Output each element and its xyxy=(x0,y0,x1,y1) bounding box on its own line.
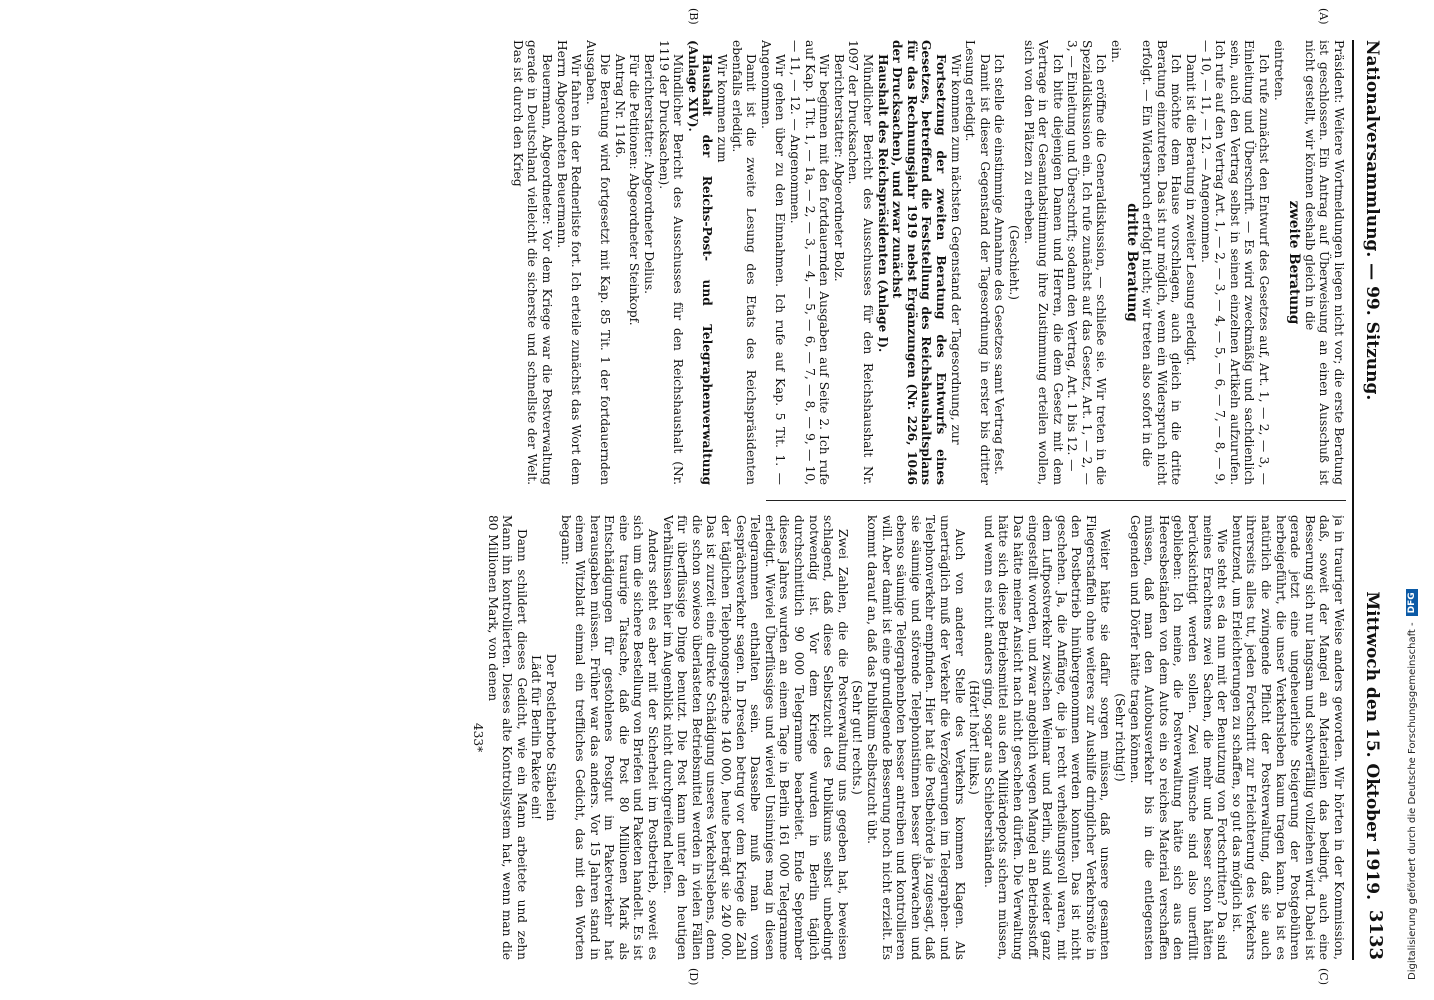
budget-heading: Haushalt der Reichs-Post- und Telegraphenverwaltung (Anlage XIV). xyxy=(685,40,715,485)
header-right: Mittwoch den 15. Oktober 1919. xyxy=(1362,591,1382,900)
credit-text-line xyxy=(1398,10,1428,990)
paragraph: Berichterstatter: Abgeordneter Bolz. xyxy=(831,54,846,282)
dfg-logo: DFG xyxy=(1406,589,1418,616)
paragraph: Wir kommen zum nächsten Gegenstand der Tagesordnung, zur xyxy=(948,54,963,445)
paragraph: Für die Petitionen: Abgeordneter Steinkopf. xyxy=(627,54,642,326)
paragraph: Ich möchte dem Hause vorschlagen, auch gleich in die dritte Beratung einzutreten. Das ist nur möglich, wenn ein Widerspruch nicht erfolgt. — Ein Widerspruch erfolgt nicht; wir treten also sofort in die xyxy=(1140,40,1184,485)
digitization-credit xyxy=(1398,10,1428,990)
margin-marker-d: (D) xyxy=(687,968,700,986)
column-divider xyxy=(766,500,1346,501)
paragraph: Wir fahren in der Rednerliste fort. Ich erteile zunächst das Wort dem Herrn Abgeordneten Beuermann. xyxy=(554,40,584,485)
paragraph: Mündlicher Bericht des Ausschusses für den Reichshaushalt (Nr. 1119 der Drucksachen). xyxy=(656,40,686,485)
paragraph: Ich stelle die einstimmige Annahme des Gesetzes samt Vertrag fest. xyxy=(992,54,1007,475)
speech-paragraph: Beuermann, Abgeordneter: Vor dem Kriege war die Postverwaltung gerade in Deutschland vielleicht die sicherste und schnellste der Welt. Das ist durch den Krieg xyxy=(510,40,554,485)
paragraph: ja in trauriger Weise anders geworden. Wir hörten in der Kommission, daß, soweit der Mangel an Materialien das bedingt, auch eine Besserung sich nur langsam und schwerfällig vollziehen wird. Dabei ist gerade jetzt eine ungeheuerliche Steigerung der Postgebühren herbeigeführt, die unser Verkehrsleben kaum tragen kann. Da ist es natürlich die zwingende Pflicht der Postverwaltung, daß sie auch ihrerseits alles tut, jeden Fortschritt zur Erleichterung des Verkehrs benutzend, um Erleichterungen zu schaffen, so gut das möglich ist. xyxy=(1229,515,1346,960)
budget-heading: Haushalt des Reichspräsidenten (Anlage I). xyxy=(875,54,890,353)
paragraph: Die Beratung wird fortgesetzt mit Kap. 85 Tit. 1 der fortdauernden Ausgaben. xyxy=(583,40,613,485)
paragraph: Ich bitte diejenigen Damen und Herren, die dem Gesetz mit dem Vertrage in der Gesamtabstimmung ihre Zustimmung erteilen wollen, sich von den Plätzen zu erheben. xyxy=(1021,40,1065,485)
verse-line: Lädt für Berlin Pakete ein! xyxy=(529,655,544,820)
paragraph: Wir gehen über zu den Einnahmen. Ich rufe auf Kap. 5 Tit. 1. — Angenommen. xyxy=(758,40,788,485)
right-column xyxy=(36,515,1346,960)
verse-line: Der Postlehrbote Stäbelein xyxy=(543,653,558,822)
paragraph: Ich eröffne die Generaldiskussion, — schließe sie. Wir treten in die Spezialdiskussion ein. Ich rufe zunächst auf das Gesetz, Art. 1, — 2, — 3, — Einleitung und Überschrift; sodann den Vertrag, Art. 1 bis 12. — xyxy=(1065,40,1109,485)
page-number: 3133 xyxy=(1365,909,1386,960)
margin-marker-c: (C) xyxy=(1317,968,1330,985)
paragraph: Weiter hätte sie dafür sorgen müssen, daß unsere gesamten Fliegerstaffeln ohne weiteres zur Aushilfe dringlicher Verkehrsnöte in den Postbetrieb hinübergenommen werden konnten. Das ist nicht geschehen. Ja, die Anfänge, die ja recht verheißungsvoll waren, mit dem Luftpostverkehr zwischen Weimar und Berlin, sind wieder ganz eingestellt worden, und zwar angeblich wegen Mangel an Betriebsstoff. Das hätte meiner Ansicht nach nicht geschehen dürfen. Die Verwaltung hätte sich diese Betriebsmittel aus den Militärdepots sichern müssen, und wenn es nicht anders ging, sogar aus Schiebershänden. xyxy=(981,515,1113,960)
section-heading: dritte Beratung xyxy=(1123,203,1140,322)
paragraph: Damit ist die Beratung in zweiter Lesung erledigt. xyxy=(1184,54,1199,366)
header-left: Nationalversammlung. — 99. Sitzung. xyxy=(1362,40,1382,401)
interjection: (Sehr richtig!) xyxy=(1113,693,1128,782)
running-header xyxy=(1356,40,1386,960)
paragraph: Präsident: Weitere Wortmeldungen liegen nicht vor; die erste Beratung ist geschlossen. Ein Antrag auf Überweisung an einen Ausschuß ist nicht gestellt, wir können deshalb gleich in die xyxy=(1302,40,1346,485)
paragraph: Zwei Zahlen, die die Postverwaltung uns gegeben hat, beweisen schlagend, daß diese Selbstzucht des Publikums selbst unbedingt notwendig ist. Vor dem Kriege wurden in Berlin täglich durchschnittlich 90 000 Telegramme bearbeitet. Ende September dieses Jahres wurden an einem Tage in Berlin 161 000 Telegramme erledigt. Wieviel Überflüssiges und wieviel Unsinniges mag in diesen Telegrammen enthalten sein. Dasselbe muß man vom Gesprächsverkehr sagen. In Dresden betrug vor dem Kriege die Zahl der täglichen Telephongespräche 140 000, heute beträgt sie 240 000. Das ist zurzeit eine direkte Schädigung unseres Verkehrslebens, denn die schon sowieso überlasteten Betriebsmittel werden in vielen Fällen für überflüssige Dinge benutzt. Die Post kann unter den heutigen Verhältnissen hier im Augenblick nicht durchgreifend helfen. xyxy=(660,515,850,960)
interjection: (Hört! hört! links.) xyxy=(967,680,982,795)
paragraph: Damit ist die zweite Lesung des Etats des Reichspräsidenten ebenfalls erledigt. xyxy=(729,40,759,485)
agenda-item-heading: Fortsetzung der zweiten Beratung des Entwurfs eines Gesetzes, betreffend die Feststellung des Reichshaushaltsplans für das Rechnungsjahr 1919 nebst Ergänzungen (Nr. 226, 1046 der Drucksachen), und zwar zunächst xyxy=(890,40,948,485)
interjection: (Geschieht.) xyxy=(1006,224,1021,301)
interjection: (Sehr gut! rechts.) xyxy=(850,680,865,795)
paragraph: Mündlicher Bericht des Ausschusses für den Reichshaushalt Nr. 1097 der Drucksachen. xyxy=(846,40,875,485)
paragraph: Auch von anderer Stelle des Verkehrs kommen Klagen. Als unerträglich muß der Verkehr die Verzögerungen im Telegraphen- und Telephonverkehr empfinden. Hier hat die Postbehörde ja zugesagt, daß sie säumige und störende Telephonistinnen besser überwachen und ebenso säumige Telegraphenboten besser antreiben und kontrollieren will. Aber damit ist eine grundlegende Besserung noch nicht erzielt. Es kommt darauf an, daß das Publikum Selbstzucht übt. xyxy=(865,515,967,960)
paragraph: Berichterstatter: Abgeordneter Delius. xyxy=(642,54,657,294)
left-column xyxy=(36,40,1346,485)
margin-marker-a: (A) xyxy=(1317,8,1330,25)
paragraph: Wir kommen zum xyxy=(715,54,730,163)
rotated-page xyxy=(10,0,1400,1000)
paragraph: Anders steht es aber mit der Sicherheit im Postbetrieb, soweit es sich um die sichere Bestellung von Briefen und Paketen handelt. Es ist eine traurige Tatsache, daß die Post 80 Millionen Mark als Entschädigungen für gestohlenes Postgut im Paketverkehr hat herausgaben müssen. Früher war das anders. Vor 15 Jahren stand in einem Witzblatt einmal ein treffliches Gedicht, das mit den Worten begann: xyxy=(558,515,661,960)
margin-marker-b: (B) xyxy=(687,8,700,25)
header-rule xyxy=(1352,40,1354,960)
paragraph: Dann schildert dieses Gedicht, wie ein Mann arbeitete und zehn Mann ihn kontrollierten. Dieses alte Kontrollsystem hat, wenn man die 80 Millionen Mark, von denen xyxy=(485,515,529,960)
credit-text: Digitalisierung gefördert durch die Deutsche Forschungsgemeinschaft - xyxy=(1407,622,1418,980)
paragraph: Ich rufe zunächst den Entwurf des Gesetzes auf, Art. 1, — 2, — 3, — Einleitung und Überschrift. — Es wird zweckmäßig und sachdienlich sein, auch den Vertrag selbst in seinen einzelnen Artikeln aufzurufen. Ich rufe auf den Vertrag Art. 1, — 2, — 3, — 4, — 5, — 6, — 7, — 8, — 9, — 10, — 11, — 12. — Angenommen. xyxy=(1198,40,1272,485)
paragraph: Wie steht es da nun mit der Benutzung von Fortschritten? Da sind meines Erachtens zwei Sachen, die mehr und besser schon hätten berücksichtigt werden sollen. Zwei Wünsche sind also unerfüllt geblieben: Ich meine, die Postverwaltung hätte sich aus den Heeresbeständen von dem Autos ein so reiches Material verschaffen müssen, daß man den Autobusverkehr bis in die entlegensten Gegenden und Dörfer hätte tragen können. xyxy=(1127,515,1230,960)
paragraph: eintreten. xyxy=(1271,40,1286,101)
paragraph: Damit ist dieser Gegenstand der Tagesordnung in erster bis dritter Lesung erledigt. xyxy=(963,40,992,485)
paragraph: Antrag Nr. 1146. xyxy=(612,54,627,159)
sheet-signature: 433* xyxy=(470,722,485,753)
paragraph: ein. xyxy=(1109,40,1124,63)
paragraph: Wir beginnen mit den fortdauernden Ausgaben auf Seite 2. Ich rufe auf Kap. 1 Tit. 1, — 1a, — 2, — 3, — 4, — 5, — 6, — 7, — 8, — 9, — 10, — 11, — 12. — Angenommen. xyxy=(788,40,832,485)
section-heading: zweite Beratung xyxy=(1286,200,1303,325)
